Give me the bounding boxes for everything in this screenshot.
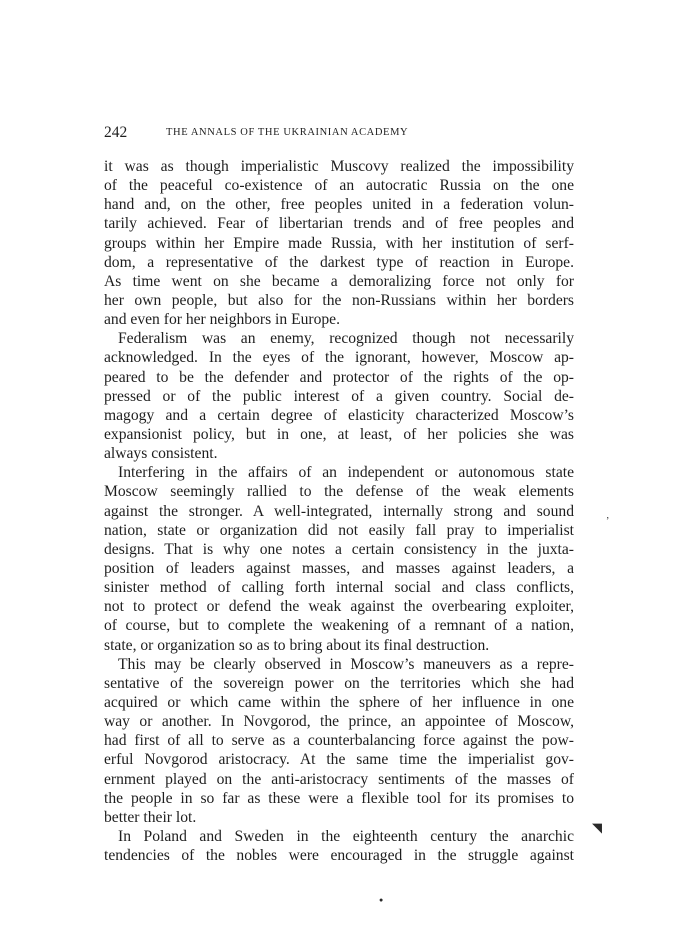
page-header (104, 124, 574, 144)
text-line: pressed or of the public interest of a given country. Social de- (104, 387, 574, 405)
text-line: her own people, but also for the non-Russians within her borders (104, 291, 574, 309)
text-line: Federalism was an enemy, recognized though not necessarily (118, 330, 574, 348)
text-line: the people in so far as these were a flexible tool for its promises to (104, 789, 574, 807)
text-line: of the peaceful co-existence of an autocratic Russia on the one (104, 177, 574, 195)
text-line: designs. That is why one notes a certain consistency in the juxta- (104, 540, 574, 558)
text-line: not to protect or defend the weak against the overbearing exploiter, (104, 598, 574, 616)
text-line: nation, state or organization did not easily fall pray to imperialist (104, 521, 574, 539)
text-line: expansionist policy, but in one, at least, of her policies she was (104, 425, 574, 443)
text-line: sinister method of calling forth internal social and class conflicts, (104, 579, 574, 597)
text-line: had first of all to serve as a counterbalancing force against the pow- (104, 732, 574, 750)
margin-speck: ◥ (592, 820, 602, 835)
text-line: peared to be the defender and protector of the rights of the op- (104, 368, 574, 386)
text-line: magogy and a certain degree of elasticity characterized Moscow’s (104, 406, 574, 424)
text-line: against the stronger. A well-integrated, internally strong and sound (104, 502, 574, 520)
text-line: dom, a representative of the darkest type of reaction in Europe. (104, 253, 574, 271)
text-line: groups within her Empire made Russia, with her institution of serf- (104, 234, 574, 252)
text-line: acknowledged. In the eyes of the ignorant, however, Moscow ap- (104, 349, 574, 367)
text-line: This may be clearly observed in Moscow’s maneuvers as a repre- (118, 655, 574, 673)
text-line: always consistent. (104, 445, 218, 463)
text-line: erful Novgorod aristocracy. At the same time the imperialist gov- (104, 751, 574, 769)
text-line: As time went on she became a demoralizing force not only for (104, 272, 574, 290)
text-line: of course, but to complete the weakening of a remnant of a nation, (104, 617, 574, 635)
margin-speck: ’ (606, 516, 610, 527)
text-line: acquired or which came within the sphere of her influence in one (104, 693, 574, 711)
body-text (104, 157, 574, 865)
text-line: hand and, on the other, free peoples united in a federation volun- (104, 196, 574, 214)
text-line: Moscow seemingly rallied to the defense of the weak elements (104, 483, 574, 501)
text-line: tarily achieved. Fear of libertarian trends and of free peoples and (104, 215, 574, 233)
text-line: better their lot. (104, 808, 197, 826)
text-line: it was as though imperialistic Muscovy realized the impossibility (104, 158, 574, 175)
text-line: ernment played on the anti-aristocracy sentiments of the masses of (104, 770, 574, 788)
text-line: state, or organization so as to bring about its final destruction. (104, 636, 490, 654)
text-line: position of leaders against masses, and masses against leaders, a (104, 559, 574, 577)
page-number: 242 (104, 124, 128, 141)
text-line: tendencies of the nobles were encouraged in the struggle against (104, 847, 574, 865)
text-line: sentative of the sovereign power on the territories which she had (104, 674, 574, 692)
margin-speck: ● (379, 896, 384, 904)
running-head: THE ANNALS OF THE UKRAINIAN ACADEMY (166, 127, 409, 138)
text-line: Interfering in the affairs of an independent or autonomous state (118, 464, 574, 482)
text-line: and even for her neighbors in Europe. (104, 311, 340, 329)
text-line: In Poland and Sweden in the eighteenth century the anarchic (118, 827, 574, 845)
text-line: way or another. In Novgorod, the prince, an appointee of Moscow, (104, 713, 574, 731)
